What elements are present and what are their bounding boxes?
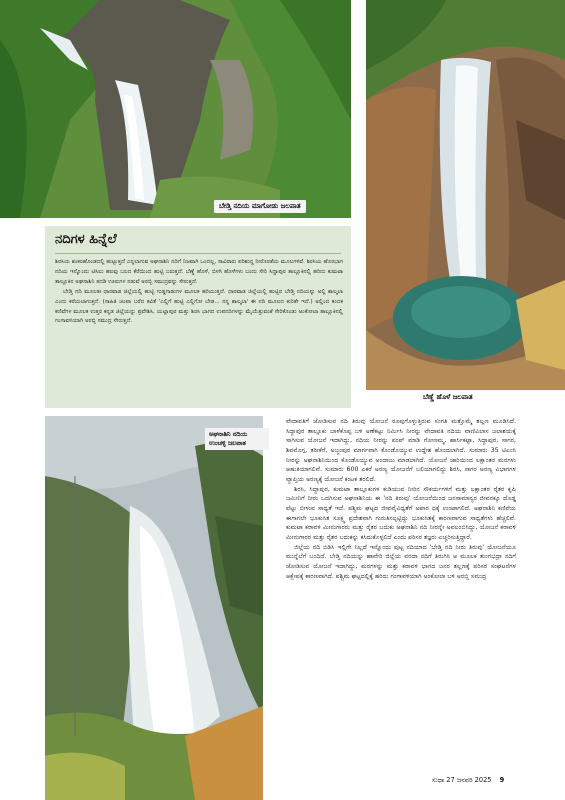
- issue-label: ಸುಧಾ 27 ಜನವರಿ 2025: [432, 776, 492, 784]
- body-paragraph: ವೇದಾವತಿಗೆ ಜೋಡಿಸುವ ನದಿ ತಿರುವು ಯೋಜನೆ ರೂಪುಗೊಳ್ಳುತ್ತಿರುವ ಸಂಗತಿ ಮತ್ತೊಮ್ಮೆ ತಲ್ಲಣ ಮೂಡಿಸಿದೆ. ಸಿದ್ದಾಪುರ ತಾಲ್ಲೂಕು ಬಾಳೆಕೊಪ್ಪ ಬಳಿ ಅಣೆಕಟ್ಟು ನಿರ್ಮಿಸಿ ನೀರನ್ನು ವೇದಾವತಿ ನದಿಯ ವಾಣಿವಿಲಾಸ ಜಲಾಶಯಕ್ಕೆ ಸಾಗಿಸುವ ಯೋಜನೆ ಇದಾಗಿದ್ದು, ನದಿಯ ನೀರನ್ನು ಪಂಪ್ ಮಾಡಿ ಗೋಣಮ್ಮ, ಹಾರ್ಸಿಕಟ್ಟಾ, ಸಿದ್ದಾಪುರ, ಸಾಗರ, ಶಿವಮೊಗ್ಗ, ತರೀಕೆರೆ, ಅಜ್ಜಂಪುರ ಮಾರ್ಗವಾಗಿ ಕೊಂಡೊಯ್ಯುವ ಉದ್ದೇಶ ಹೊಂದಲಾಗಿದೆ. ಸುಮಾರು 35 ಟಿಎಂಸಿ ನೀರನ್ನು ಅಘನಾಶಿನಿಯಿಂದ ಕೊಂಡೊಯ್ಯುವ ಅಂದಾಜು ಮಾಡಲಾಗಿದೆ. ಯೋಜನೆ ಜಾರಿಯಿಂದ ಲಕ್ಷಾಂತರ ಮರಗಳು ಆಹುತಿಯಾಗಲಿವೆ. ಸುಮಾರು 600 ಎಕರೆ ಅರಣ್ಯ ಯೋಜನೆಗೆ ಬಲಿಯಾಗಲಿದ್ದು ಶಿರಸಿ, ಸಾಗರ ಅರಣ್ಯ ವಿಭಾಗಗಳ ವ್ಯಾಪ್ತಿಯ ಅರಣ್ಯಕ್ಕೆ ಯೋಜನೆ ಕಂಟಕ ತರಲಿದೆ.: [286, 418, 516, 483]
- article-body: [286, 417, 516, 581]
- sidebar-box: [45, 226, 351, 408]
- caption-benne-hole-falls: ಬೆಣ್ಣೆ ಹೊಳೆ ಜಲಪಾತ: [423, 393, 473, 401]
- caption-magodu-falls: ಬೇಡ್ತಿ ನದಿಯ ಮಾಗೋಡು ಜಲಪಾತ: [214, 200, 306, 213]
- page-number: 9: [499, 776, 505, 784]
- sidebar-text: [55, 258, 343, 327]
- photo-benne-hole-falls: [366, 0, 565, 390]
- body-paragraph: ಜಿಲ್ಲೆಯ ನದಿ ಬಿಡಿಸಿ ಇಲ್ಲಿಗೇ ನಿಲ್ಲದೆ ಇನ್ನೊಂದು ಪುಟ್ಟ ನದಿಯಾದ 'ಬೇಡ್ತಿ ನದಿ ನೀರು ತಿರುವು' ಯೋಜನೆಯೂ ಮುನ್ನೆಲೆಗೆ ಬಂದಿದೆ. ಬೇಡ್ತಿ ನದಿಯನ್ನು ಹಾವೇರಿ ಜಿಲ್ಲೆಯ ವರದಾ ನದಿಗೆ ತಿರುಗಿಸಿ ಆ ಮೂಲಕ ತುಂಗಭದ್ರಾ ನದಿಗೆ ಜೋಡಿಸುವ ಯೋಜನೆ ಇದಾಗಿದ್ದು, ಮರಗಳನ್ನು ಮತ್ತು ಕರಾವಳಿ ಭಾಗದ ಜನರ ತಲ್ಲಣಕ್ಕೆ ಪರಿಸರ ಸಂಘಟನೆಗಳ ಆಕ್ಷೇಪಕ್ಕೆ ಕಾರಣವಾಗಿದೆ. ಪಶ್ಚಿಮ ಘಟ್ಟದಲ್ಲಿಕ್ಕೆ ಹರಿದು ಗಂಗಾವಳಿಯಾಗಿ ಅಂಕೋಲಾ ಬಳಿ ಅರಬ್ಬಿ ಸಮುದ್ರ: [286, 543, 516, 580]
- photo-magodu-falls: [0, 0, 351, 218]
- photo-unchalli-falls: [45, 416, 263, 800]
- page-footer: [432, 776, 504, 785]
- sidebar-paragraph: ಬೇಡ್ತಿ ನದಿ ಮೂಲತಃ ಧಾರವಾಡ ಜಿಲ್ಲೆಯಲ್ಲಿ ಹುಟ್ಟಿ ಗುಡ್ಡಗಾಡುಗಳ ಮೂಲಕ ಹರಿಯುತ್ತದೆ. ಧಾರವಾಡ ಜಿಲ್ಲೆಯಲ್ಲಿ ಹುಟ್ಟಿದ ಬೇಡ್ತಿ ನದಿಯನ್ನು ಅಲ್ಲಿ ಶಾಲ್ಮಲಾ ಎಂದು ಕರೆಯಲಾಗುತ್ತದೆ. (ಸಾಹಿತಿ ಚಂಪಾ ಬರೆದ ಕವಿತೆ 'ಎಲ್ಲಿಗೆ ಹುಟ್ಟಿ ಎಲ್ಲಿಗೋ ಬೇಡ... ನನ್ನ ಶಾಲ್ಮಲಾ' ಈ ನದಿ ಮೂಲದ ಕುರಿತೇ ಇದೆ.) ಅಲ್ಲಿಂದ ಕಂದಕ ಕಣಿವೆಗಳ ಮೂಲಕ ಉತ್ತರ ಕನ್ನಡ ಜಿಲ್ಲೆಯನ್ನು ಪ್ರವೇಶಿಸಿ, ಯಲ್ಲಾಪುರ ಮತ್ತು ಶಿರಸಿ ಭಾಗದ ಉಪನದಿಗಳನ್ನು ಮೈಯೆತ್ತುವಂತೆ ಸೇರಿಕೊಂಡು ಅಂಕೋಲಾ ತಾಲ್ಲೂಕಿನಲ್ಲಿ ಗಂಗಾವಳಿಯಾಗಿ ಅರಬ್ಬಿ ಸಮುದ್ರ ಸೇರುತ್ತದೆ.: [55, 288, 343, 325]
- sidebar-rule: [55, 253, 341, 254]
- body-paragraph: ಶಿರಸಿ, ಸಿದ್ದಾಪುರ, ಕುಮಟಾ ತಾಲ್ಲೂಕುಗಳ ಕುಡಿಯುವ ನೀರಿನ ಸೌಕರ್ಯಗಳಿಗೆ ಮತ್ತು ಲಕ್ಷಾಂತರ ರೈತರ ಕೃಷಿ ಜಮೀನಿಗೆ ನೀರು ಒದಗಿಸುವ ಅಘನಾಶಿನಿಯ ಈ 'ನದಿ ತಿರುವು' ಯೋಜನೆಯಿಂದ ಜನಸಾಮಾನ್ಯರ ಜೀವನಕ್ಕೂ ದೊಡ್ಡ ಪೆಟ್ಟು ಬೀಳುವ ಸಾಧ್ಯತೆ ಇದೆ. ಪಶ್ಚಿಮ ಘಟ್ಟದ ಜೀವವೈವಿಧ್ಯತೆಗೆ ಅಪಾರ ಧಕ್ಕೆ ಉಂಟಾಗಲಿದೆ. ಅಘನಾಶಿನಿ ಕಣಿವೆಯ ಈಗಾಗಲೇ ಭೂಕುಸಿತ ಸೂಕ್ಷ್ಮ ಪ್ರದೇಶವಾಗಿ ಗುರುತಿಸಲ್ಪಟ್ಟಿದ್ದು ಭೂಕುಸಿತಕ್ಕೆ ಕಾರಣವಾಗುವ ಸಾಧ್ಯತೆಗಳು ಹೆಚ್ಚಲಿವೆ. ಕುಮಟಾ ಕರಾವಳಿ ಮೀನುಗಾರರು ಮತ್ತು ರೈತರ ಬದುಕು ಅಘನಾಶಿನಿ ನದಿ ನೀರನ್ನೇ ಅವಲಂಬಿಸಿದ್ದು, ಯೋಜನೆ ಕರಾವಳಿ ಮೀನುಗಾರರ ಮತ್ತು ರೈತರ ಬದುಕನ್ನು ಕಸಿದುಕೊಳ್ಳಲಿದೆ ಎಂದು ಪರಿಸರ ತಜ್ಞರು ಎಚ್ಚರಿಸುತ್ತಿದ್ದಾರೆ.: [286, 485, 516, 541]
- sidebar-paragraph: ಶಿರಸಿಯ ಶಂಕರಹೊಂಡದಲ್ಲಿ ಹುಟ್ಟುತ್ತದೆ ಎನ್ನಲಾಗುವ ಅಘನಾಶಿನಿ ನದಿಗೆ ನಿಜವಾಗಿ ಒಂದಲ್ಲ, ಸಾವಿರಾರು ಪರಿಶುದ್ಧ ನೀರೊರತೆಯ ಮೂಲಗಳಿವೆ. ಶಿರಸಿಯ ಹೊರಭಾಗ ನದಿಯ ಇನ್ನೊಂದು ಟಿಸಿಲು ಹಲವು ಬಲದ ಕೆರೆಯಿಂದ ಹುಟ್ಟಿ ಬರುತ್ತದೆ. ಬೆಣ್ಣೆ ಹೊಳೆ, ಬಿಳಗಿ ಹೊಳೆಗಳು ಬಂದು ಸೇರಿ ಸಿದ್ದಾಪುರ ತಾಲ್ಲೂಕಿನಲ್ಲಿ ಹರಿದು ಕುಮಟಾ ತಾಲ್ಲೂಕಿನ ಅಘನಾಶಿನಿ ತದಡಿ ಊರುಗಳ ನಡುವೆ ಅರಬ್ಬಿ ಸಮುದ್ರವನ್ನು ಸೇರುತ್ತದೆ.: [55, 259, 343, 285]
- caption-unchalli-falls: ಅಘನಾಶಿನಿ ನದಿಯ ಉಂಚಳ್ಳಿ ಜಲಪಾತ: [205, 428, 269, 450]
- sidebar-title: ನದಿಗಳ ಹಿನ್ನೆಲೆ: [55, 232, 117, 247]
